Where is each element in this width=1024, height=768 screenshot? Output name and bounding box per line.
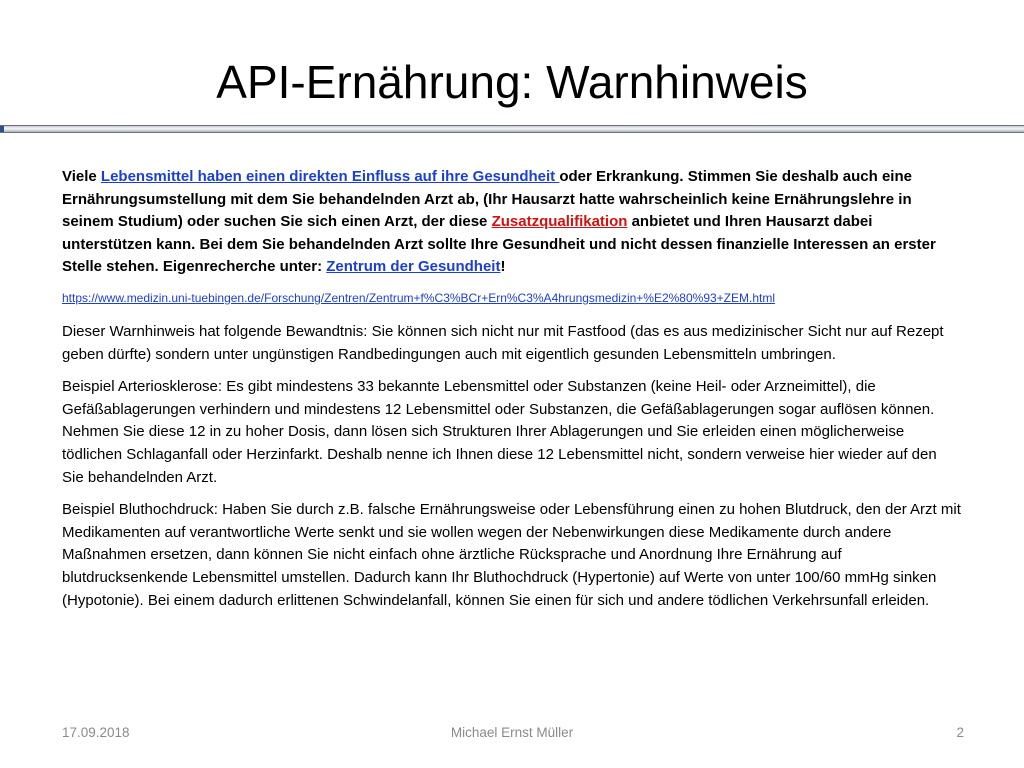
intro-text-1: Viele [62, 168, 101, 185]
intro-text-4: ! [500, 258, 506, 276]
footer-author: Michael Ernst Müller [450, 725, 574, 740]
title-divider-bar [0, 125, 1024, 133]
intro-text-3: anbietet und Ihren Hausarzt dabei unterstützen kann. Bei dem Sie behandelnden Arzt sollte Ihre Gesundheit und nicht dessen finanzielle Interessen an erster Stelle stehen. Eigenrecherche unter: [62, 213, 936, 276]
reference-url-link[interactable]: https://www.medizin.uni-tuebingen.de/Forschung/Zentren/Zentrum+f%C3%BCr+Ern%C3%A4hrungsmedizin+%E2%80%93+ZEM.html [62, 290, 776, 305]
footer-date: 17.09.2018 [62, 725, 130, 740]
health-effect-link[interactable]: Lebensmittel haben einen direkten Einfluss auf ihre Gesundheit [100, 168, 560, 185]
health-center-link[interactable]: Zentrum der Gesundheit [326, 258, 501, 276]
additional-qualification-link[interactable]: Zusatzqualifikation [491, 213, 628, 231]
intro-text-2: oder Erkrankung. Stimmen Sie deshalb auch eine Ernährungsumstellung mit dem Sie behandelnden Arzt ab, (Ihr Hausarzt hatte wahrscheinlich keine Ernährungslehre in seinem Studium) oder suchen Sie sich einen Arzt, der diese [62, 168, 912, 231]
slide-content [62, 166, 962, 622]
arteriosclerosis-paragraph: Beispiel Arteriosklerose: Es gibt mindestens 33 bekannte Lebensmittel oder Substanzen (keine Heil- oder Arzneimittel), die Gefäßablagerungen verhindern und mindestens 12 Lebensmittel oder Substanzen, die Gefäßablagerungen sogar auflösen können. Nehmen Sie diese 12 in zu hoher Dosis, dann lösen sich Strukturen Ihrer Ablagerungen und Sie erleiden einen möglicherweise tödlichen Schlaganfall oder Herzinfarkt. Deshalb nenne ich Ihnen diese 12 Lebensmittel nicht, sondern verweise hier wieder auf den Sie behandelnden Arzt. [62, 378, 937, 486]
reference-url-line [62, 289, 962, 307]
hypertension-paragraph: Beispiel Bluthochdruck: Haben Sie durch z.B. falsche Ernährungsweise oder Lebensführung einen zu hohen Blutdruck, den der Arzt mit Medikamenten auf verantwortliche Werte senkt und sie wollen wegen der Nebenwirkungen diese Medikamente durch andere Maßnahmen ersetzen, dann können Sie nicht einfach ohne ärztliche Rücksprache und Anordnung Ihre Ernährung auf blutdrucksenkende Lebensmittel umstellen. Dadurch kann Ihr Bluthochdruck (Hypertonie) auf Werte von unter 100/60 mmHg sinken (Hypotonie). Bei einem dadurch erlittenen Schwindelanfall, können Sie einen für sich und andere tödlichen Verkehrsunfall erleiden. [62, 501, 961, 609]
title-divider-cap [0, 126, 4, 132]
footer-page-number: 2 [956, 725, 964, 740]
slide-title: API-Ernährung: Warnhinweis [216, 56, 808, 108]
warning-reason-paragraph: Dieser Warnhinweis hat folgende Bewandtnis: Sie können sich nicht nur mit Fastfood (das es aus medizinischer Sicht nur auf Rezept geben dürfte) sondern unter ungünstigen Randbedingungen auch mit eigentlich gesunden Lebensmitteln umbringen. [62, 322, 944, 363]
intro-paragraph [62, 166, 962, 279]
